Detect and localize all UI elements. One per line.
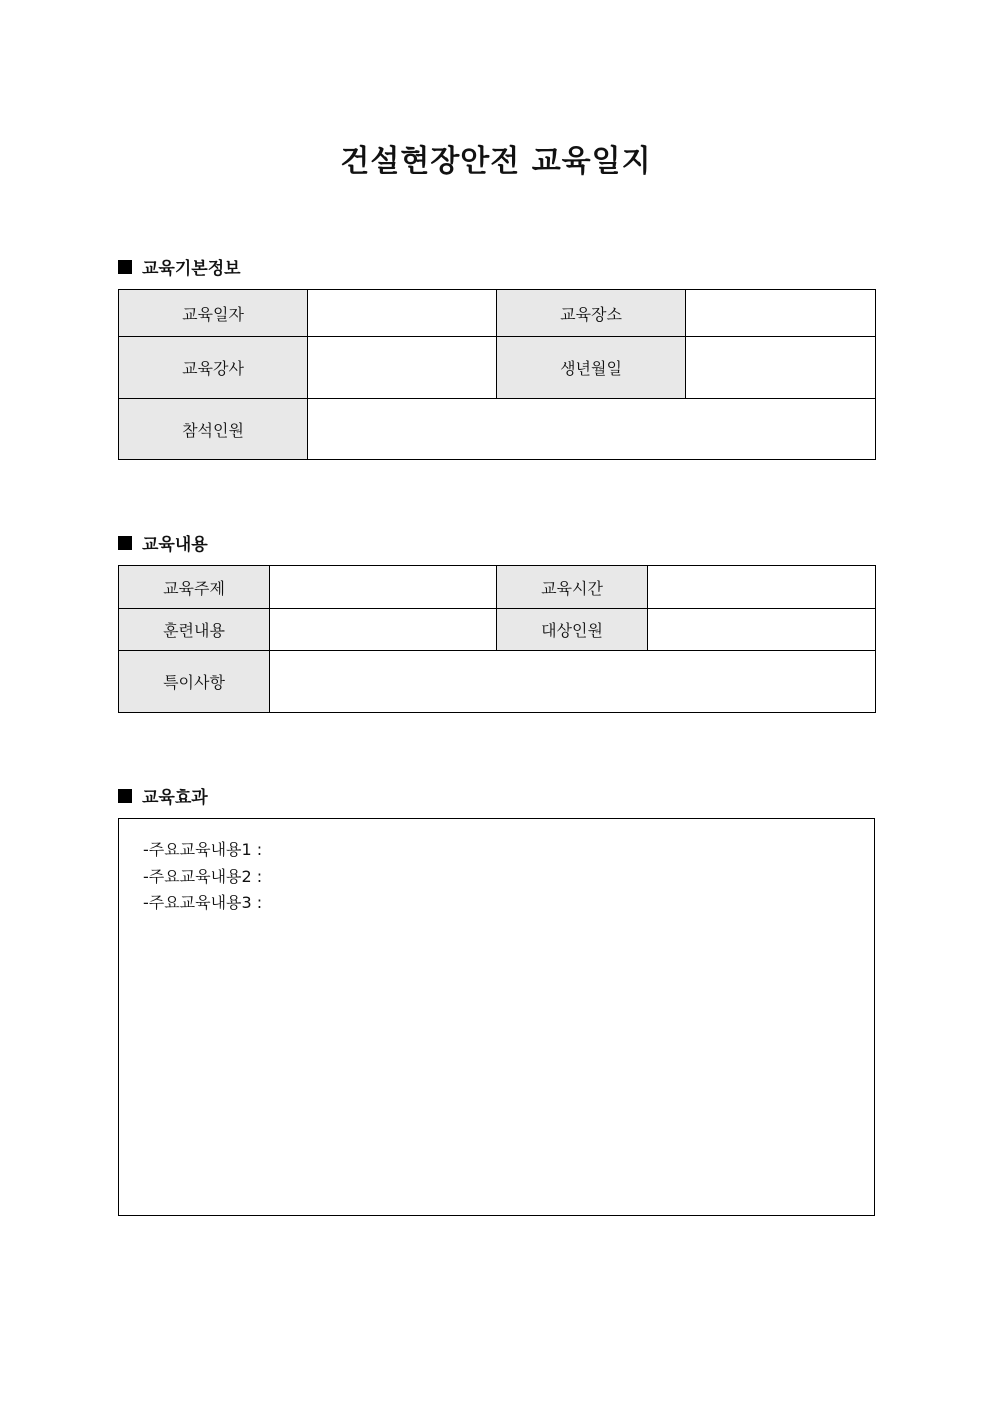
- effect-item: -주요교육내용1 :: [143, 840, 263, 859]
- square-bullet-icon: [118, 260, 132, 274]
- section-content-label: 교육내용: [142, 535, 208, 555]
- field-instructor[interactable]: [308, 337, 497, 399]
- label-place: 교육장소: [497, 290, 686, 337]
- effect-item: -주요교육내용3 :: [143, 893, 263, 912]
- section-effect-label: 교육효과: [142, 788, 208, 808]
- page-title: 건설현장안전 교육일지: [340, 144, 652, 179]
- label-birth: 생년월일: [497, 337, 686, 399]
- field-attendees[interactable]: [308, 399, 876, 460]
- label-notes: 특이사항: [119, 651, 270, 713]
- field-topic[interactable]: [270, 566, 497, 609]
- section-content-heading: [118, 530, 208, 555]
- label-date: 교육일자: [119, 290, 308, 337]
- label-training: 훈련내용: [119, 609, 270, 651]
- field-target[interactable]: [648, 609, 876, 651]
- field-place[interactable]: [686, 290, 876, 337]
- section-basic-heading: [118, 254, 241, 279]
- field-date[interactable]: [308, 290, 497, 337]
- field-time[interactable]: [648, 566, 876, 609]
- field-training[interactable]: [270, 609, 497, 651]
- section-effect-heading: [118, 783, 208, 808]
- square-bullet-icon: [118, 536, 132, 550]
- label-topic: 교육주제: [119, 566, 270, 609]
- content-table: [118, 565, 876, 713]
- section-basic-label: 교육기본정보: [142, 259, 241, 279]
- label-instructor: 교육강사: [119, 337, 308, 399]
- label-time: 교육시간: [497, 566, 648, 609]
- effect-item: -주요교육내용2 :: [143, 866, 263, 886]
- field-notes[interactable]: [270, 651, 876, 713]
- label-attendees: 참석인원: [119, 399, 308, 460]
- field-birth[interactable]: [686, 337, 876, 399]
- basic-info-table: [118, 289, 876, 460]
- effect-box[interactable]: [118, 818, 875, 1216]
- label-target: 대상인원: [497, 609, 648, 651]
- square-bullet-icon: [118, 789, 132, 803]
